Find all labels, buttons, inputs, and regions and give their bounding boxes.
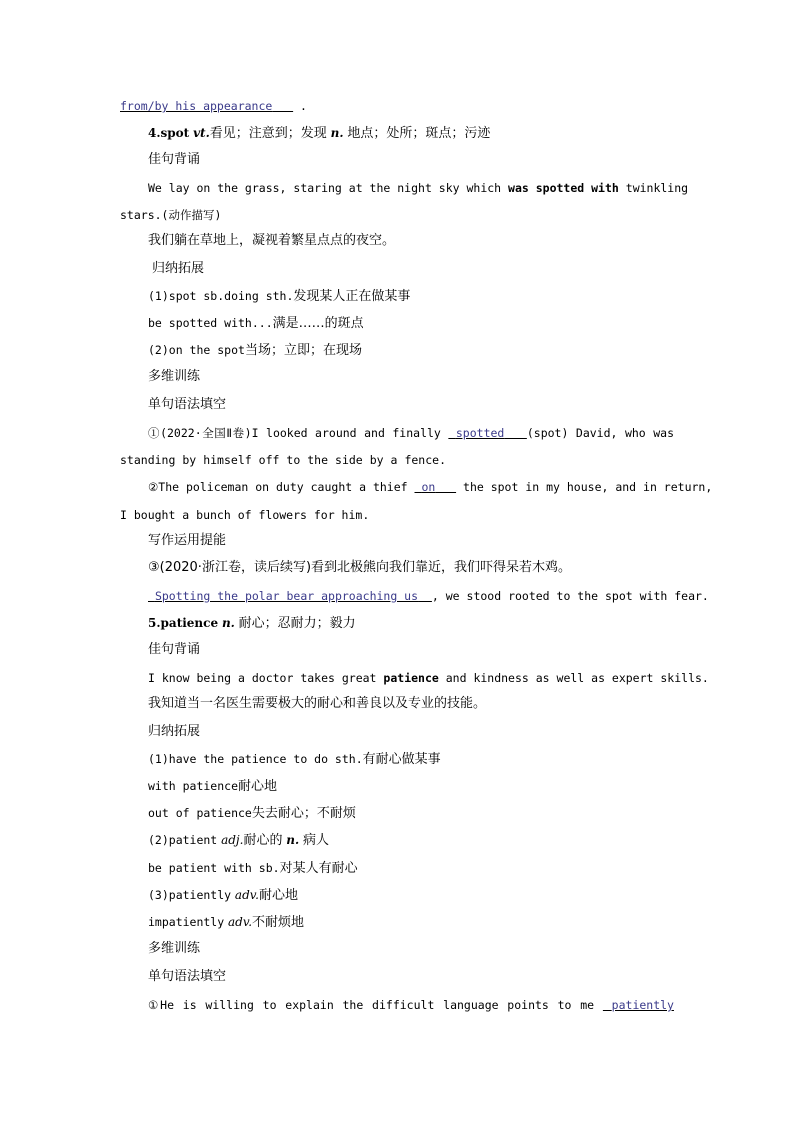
- answer-blank: patiently: [611, 998, 674, 1012]
- usage-item: with patience耐心地: [148, 779, 278, 794]
- exercise-item-cont: I bought a bunch of flowers for him.: [120, 508, 370, 522]
- section-label: 归纳拓展: [148, 724, 201, 739]
- exercise-answer: Spotting the polar bear approaching us , we stood rooted to the spot with fear.: [148, 588, 709, 604]
- usage-item: be patient with sb.对某人有耐心: [148, 861, 358, 876]
- section-label: 写作运用提能: [148, 533, 227, 548]
- usage-item: (1)have the patience to do sth.有耐心做某事: [148, 752, 441, 767]
- answer-blank: on: [421, 480, 436, 494]
- vocab-heading-spot: 4.spot vt.看见；注意到；发现 n. 地点；处所；斑点；污迹: [148, 126, 491, 141]
- section-label: 多维训练: [148, 369, 201, 384]
- translation: 我们躺在草地上，凝视着繁星点点的夜空。: [148, 233, 396, 248]
- section-label: 佳句背诵: [148, 152, 201, 167]
- exercise-item: ①(2022·全国Ⅱ卷)I looked around and finally spotted (spot) David, who was: [148, 426, 674, 440]
- answer-blank: spotted: [455, 426, 505, 440]
- section-label: 多维训练: [148, 941, 201, 956]
- exercise-item: ②The policeman on duty caught a thief on the spot in my house, and in return,: [148, 480, 713, 494]
- usage-item: (1)spot sb.doing sth.发现某人正在做某事: [148, 289, 411, 304]
- usage-item: be spotted with...满是……的斑点: [148, 316, 364, 331]
- translation: 我知道当一名医生需要极大的耐心和善良以及专业的技能。: [148, 696, 487, 711]
- example-sentence-cont: stars.(动作描写): [120, 208, 222, 222]
- exercise-prompt: ③(2020·浙江卷，读后续写)看到北极熊向我们靠近，我们吓得呆若木鸡。: [148, 560, 572, 575]
- section-label: 单句语法填空: [148, 969, 227, 984]
- section-label: 佳句背诵: [148, 642, 201, 657]
- answer-blank: Spotting the polar bear approaching us: [154, 589, 419, 603]
- usage-item: impatiently adv.不耐烦地: [148, 915, 305, 930]
- answer-blank: from/by his appearance: [120, 99, 273, 113]
- exercise-item: ①He is willing to explain the difficult language points to me patiently: [148, 998, 674, 1012]
- section-label: 单句语法填空: [148, 397, 227, 412]
- example-sentence: We lay on the grass, staring at the night sky which was spotted with twinkling: [148, 181, 689, 195]
- exercise-item-cont: standing by himself off to the side by a fence.: [120, 453, 446, 467]
- usage-item: (2)patient adj.耐心的 n. 病人: [148, 833, 330, 848]
- example-sentence: I know being a doctor takes great patience and kindness as well as expert skills.: [148, 671, 709, 685]
- usage-item: (3)patiently adv.耐心地: [148, 888, 298, 903]
- section-label: 归纳拓展: [152, 261, 205, 276]
- answer-line: from/by his appearance .: [120, 99, 307, 113]
- usage-item: (2)on the spot当场；立即；在现场: [148, 343, 362, 358]
- usage-item: out of patience失去耐心；不耐烦: [148, 806, 356, 821]
- vocab-heading-patience: 5.patience n. 耐心；忍耐力；毅力: [148, 616, 356, 631]
